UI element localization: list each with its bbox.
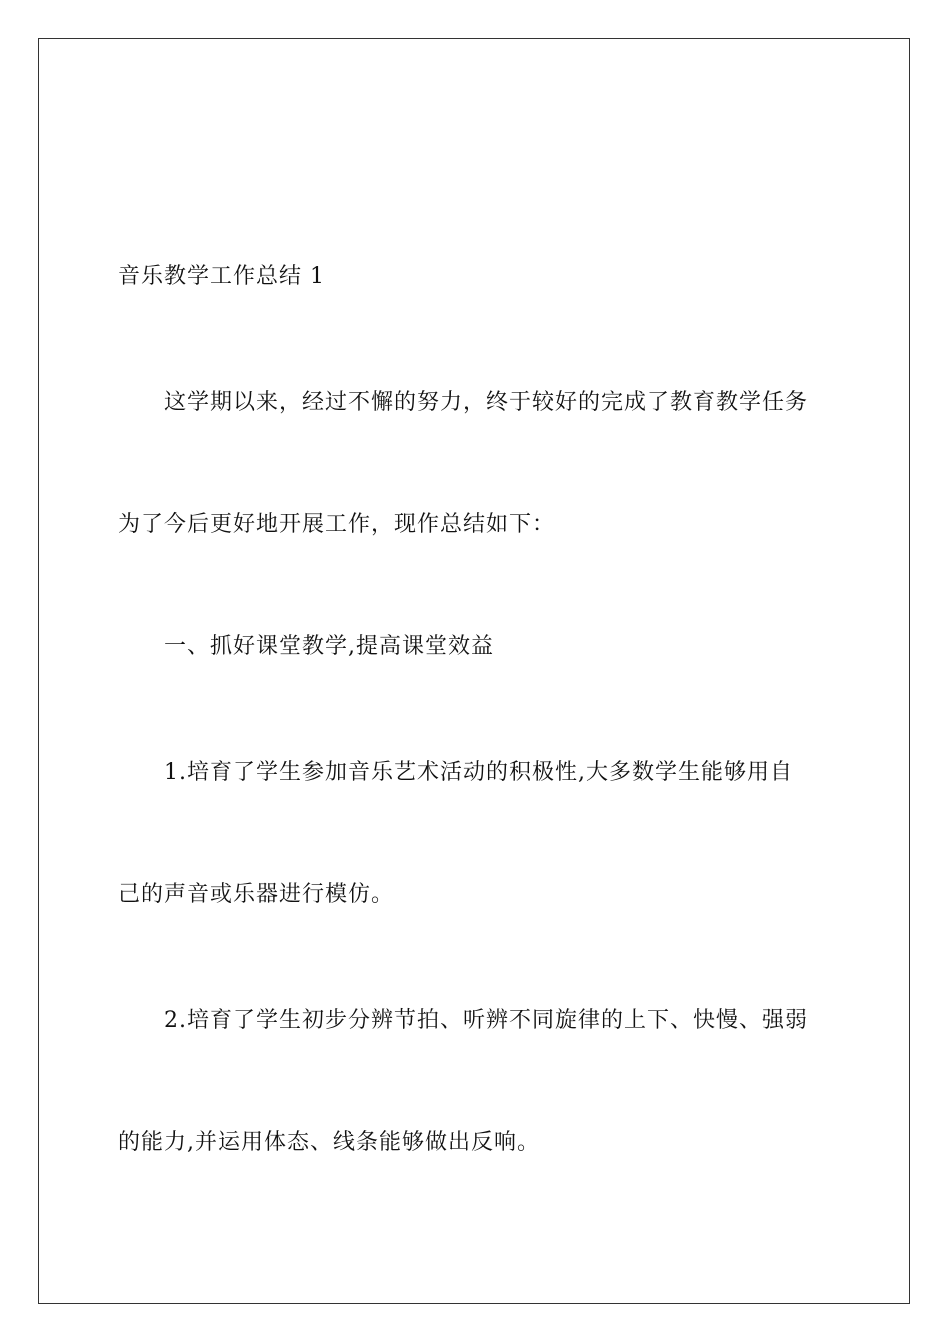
item-2-line-2: 的能力,并运用体态、线条能够做出反响。 <box>118 1130 540 1155</box>
section-heading-1: 一、抓好课堂教学,提高课堂效益 <box>164 634 494 659</box>
paragraph-intro-line-1: 这学期以来，经过不懈的努力，终于较好的完成了教育教学任务 <box>164 390 809 415</box>
paragraph-intro-line-2: 为了今后更好地开展工作，现作总结如下： <box>118 512 556 537</box>
document-title: 音乐教学工作总结 1 <box>118 264 325 289</box>
page-frame <box>38 38 910 1304</box>
item-1-line-1: 1.培育了学生参加音乐艺术活动的积极性,大多数学生能够用自 <box>164 760 793 785</box>
item-1-line-2: 己的声音或乐器进行模仿。 <box>118 882 395 907</box>
item-2-line-1: 2.培育了学生初步分辨节拍、听辨不同旋律的上下、快慢、强弱 <box>164 1008 808 1033</box>
